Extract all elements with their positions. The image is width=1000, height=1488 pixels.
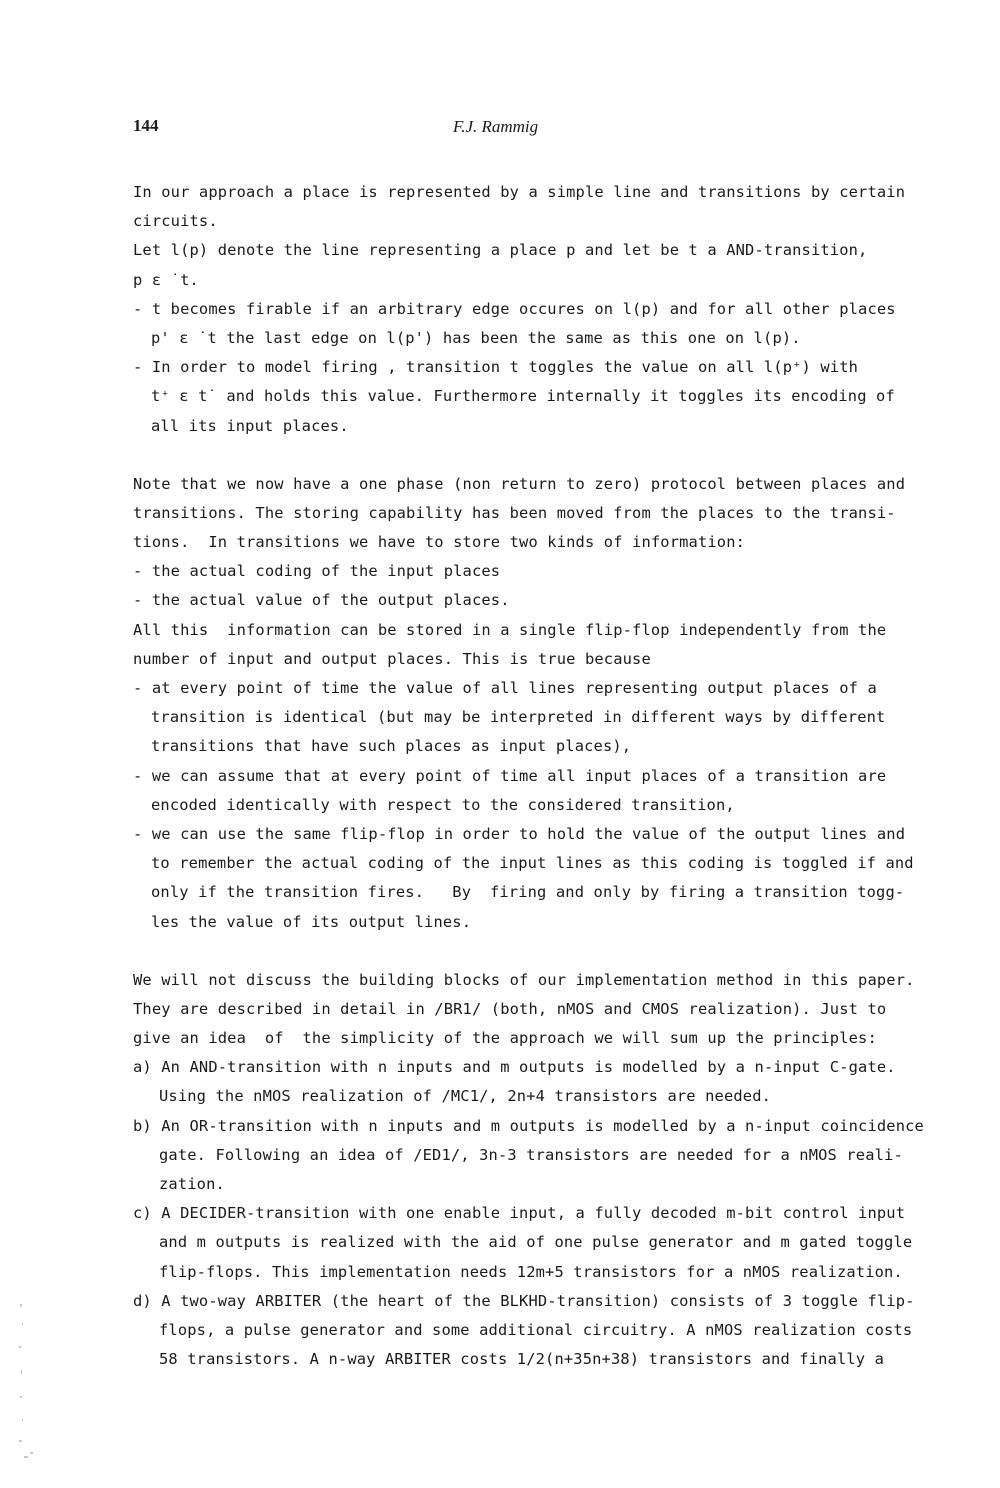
list-item-d-cont: flops, a pulse generator and some additional circuitry. A nMOS realization costs	[159, 1320, 913, 1339]
bullet-encoded-cont: encoded identically with respect to the considered transition,	[151, 795, 735, 814]
bullet-firable-cont: p' ε ˙t the last edge on l(p') has been the same as this one on l(p).	[151, 328, 801, 347]
bullet-encoded: - we can assume that at every point of time all input places of a transition are	[133, 766, 887, 785]
text-line: number of input and output places. This is true because	[133, 649, 651, 668]
bullet-flipflop: - we can use the same flip-flop in order to hold the value of the output lines and	[133, 824, 906, 843]
text-line: We will not discuss the building blocks of our implementation method in this paper.	[133, 970, 915, 989]
text-line: In our approach a place is represented by a simple line and transitions by certain	[133, 183, 906, 201]
list-item-d-cont: 58 transistors. A n-way ARBITER costs 1/2(n+35n+38) transistors and finally a	[159, 1350, 885, 1369]
paragraph-building-blocks	[133, 966, 953, 1375]
text-line: Note that we now have a one phase (non return to zero) protocol between places and	[133, 474, 906, 493]
bullet-flipflop-cont: only if the transition fires. By firing and only by firing a transition togg-	[151, 883, 905, 902]
bullet-firing: - In order to model firing , transition t toggles the value on all l(p⁺) with	[133, 358, 859, 377]
text-line: tions. In transitions we have to store two kinds of information:	[133, 533, 746, 552]
bullet-flipflop-cont: les the value of its output lines.	[151, 912, 472, 931]
bullet-firing-cont: t⁺ ε t˙ and holds this value. Furthermore internally it toggles its encoding of	[151, 387, 895, 406]
body-text	[133, 178, 953, 1374]
page-number: 144	[133, 116, 159, 135]
bullet-firing-cont: all its input places.	[151, 416, 349, 435]
list-item-d: d) A two-way ARBITER (the heart of the BLKHD-transition) consists of 3 toggle flip-	[133, 1291, 915, 1310]
text-line: p ε ˙t.	[133, 270, 199, 289]
scan-artifact	[12, 1300, 40, 1470]
list-item: - the actual value of the output places.	[133, 591, 510, 610]
paragraph-gap	[133, 441, 953, 470]
paragraph-approach	[133, 178, 953, 441]
bullet-identical-cont: transitions that have such places as input places),	[151, 737, 632, 756]
list-item-c: c) A DECIDER-transition with one enable input, a fully decoded m-bit control input	[133, 1204, 906, 1223]
text-line: Let l(p) denote the line representing a place p and let be t a AND-transition,	[133, 241, 868, 260]
paragraph-protocol	[133, 470, 953, 937]
list-item: - the actual coding of the input places	[133, 562, 501, 581]
text-line: transitions. The storing capability has been moved from the places to the transi-	[133, 503, 896, 522]
list-item-c-cont: flip-flops. This implementation needs 12m+5 transistors for a nMOS realization.	[159, 1262, 903, 1281]
text-line: give an idea of the simplicity of the approach we will sum up the principles:	[133, 1029, 877, 1048]
page-header	[133, 116, 933, 142]
running-head: F.J. Rammig	[453, 117, 539, 136]
list-item-b-cont: gate. Following an idea of /ED1/, 3n-3 transistors are needed for a nMOS reali-	[159, 1145, 903, 1164]
bullet-flipflop-cont: to remember the actual coding of the input lines as this coding is toggled if and	[151, 854, 914, 873]
paragraph-gap	[133, 937, 953, 966]
text-line: They are described in detail in /BR1/ (both, nMOS and CMOS realization). Just to	[133, 999, 887, 1018]
list-item-a-cont: Using the nMOS realization of /MC1/, 2n+4 transistors are needed.	[159, 1087, 772, 1106]
list-item-b-cont: zation.	[159, 1175, 225, 1193]
bullet-identical-cont: transition is identical (but may be interpreted in different ways by different	[151, 708, 886, 727]
bullet-identical: - at every point of time the value of all lines representing output places of a	[133, 679, 877, 697]
list-item-c-cont: and m outputs is realized with the aid of one pulse generator and m gated toggle	[159, 1233, 913, 1252]
list-item-b: b) An OR-transition with n inputs and m outputs is modelled by a n-input coincidence	[133, 1116, 924, 1135]
list-item-a: a) An AND-transition with n inputs and m outputs is modelled by a n-input C-gate.	[133, 1058, 896, 1077]
bullet-firable: - t becomes firable if an arbitrary edge occures on l(p) and for all other places	[133, 299, 896, 318]
text-line: circuits.	[133, 212, 218, 231]
text-line: All this information can be stored in a single flip-flop independently from the	[133, 620, 887, 639]
